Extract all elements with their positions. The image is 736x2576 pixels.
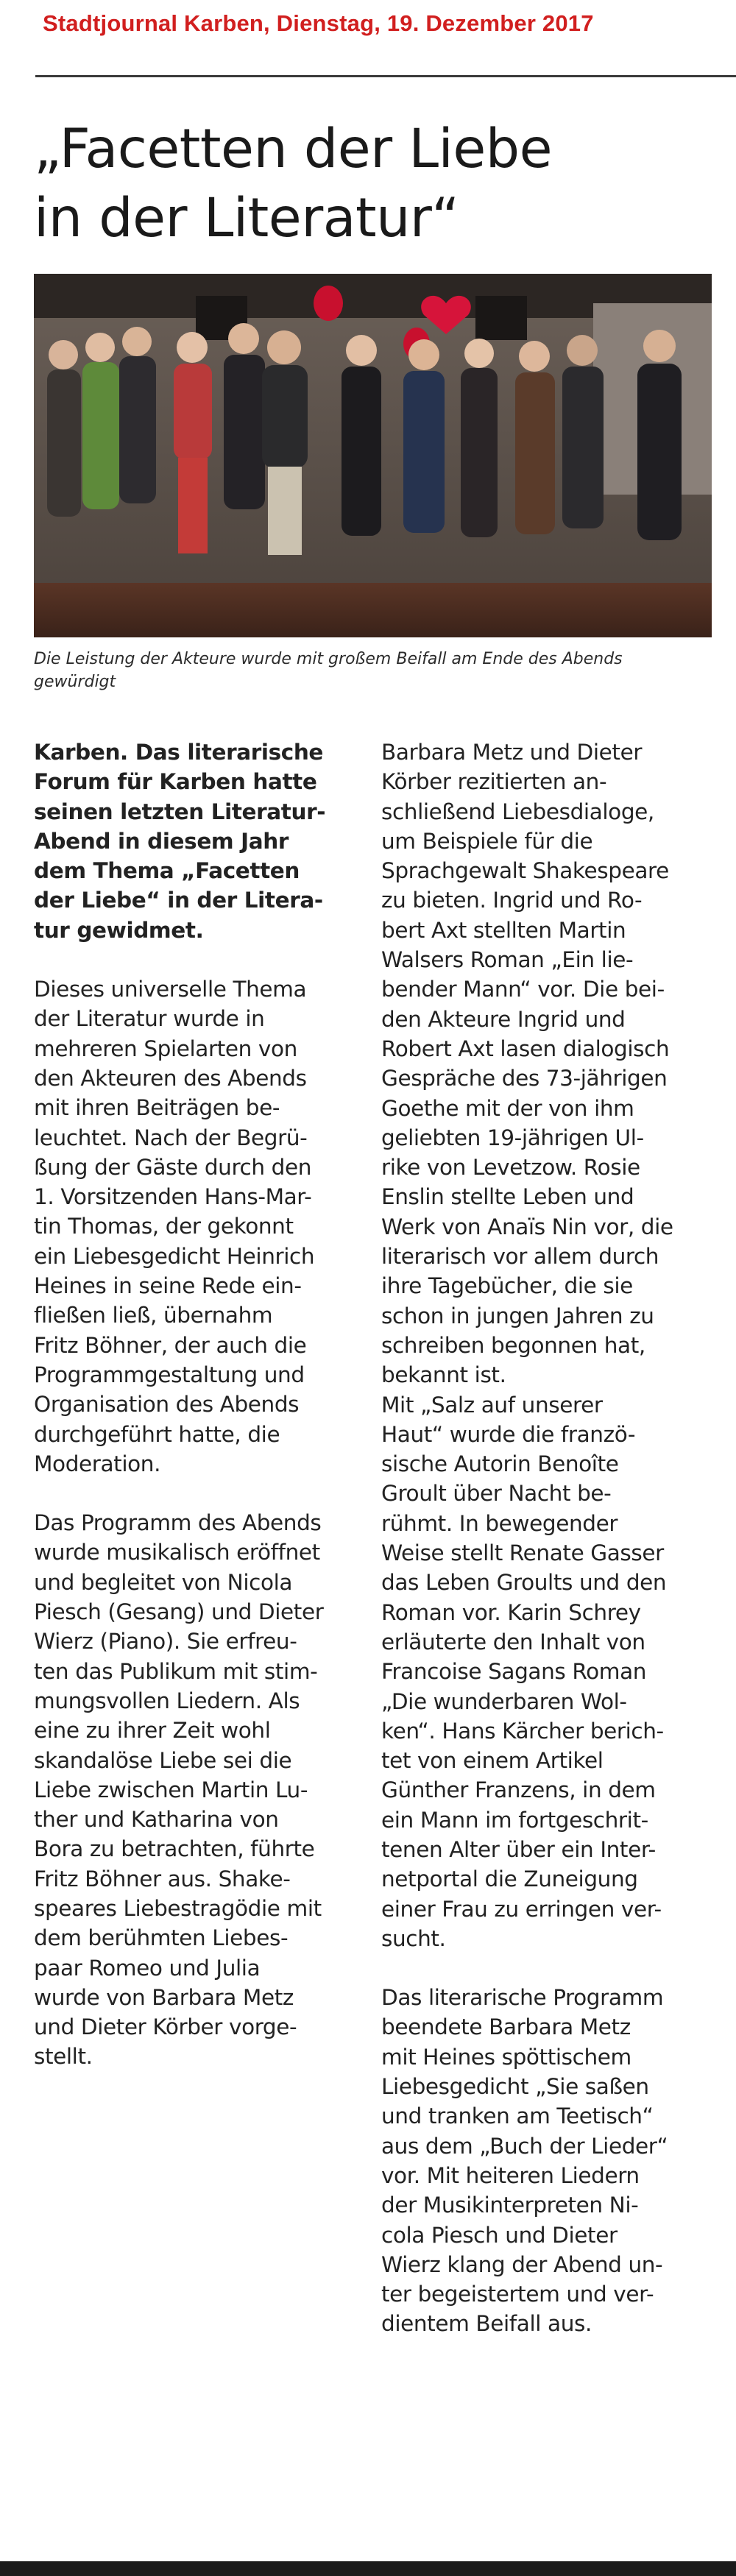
lede-line: Karben. Das literarische <box>34 740 324 765</box>
body-line: Moderation. <box>34 1451 161 1476</box>
body-line: stellt. <box>34 2044 93 2070</box>
body-line: einer Frau zu erringen ver- <box>381 1896 662 1922</box>
body-line: Gespräche des 73-jährigen <box>381 1066 668 1091</box>
body-line: sische Autorin Benoîte <box>381 1451 619 1477</box>
body-line: Francoise Sagans Roman <box>381 1659 647 1685</box>
body-line: Heines in seine Rede ein- <box>34 1273 302 1299</box>
body-line: sucht. <box>381 1925 446 1951</box>
body-line: Fritz Böhner aus. Shake- <box>34 1866 291 1892</box>
body-line: Organisation des Abends <box>34 1392 300 1418</box>
body-line: bekannt ist. <box>381 1362 506 1388</box>
body-line: dem berühmten Liebes- <box>34 1925 289 1951</box>
body-line: Haut“ wurde die franzö- <box>381 1421 636 1447</box>
body-line: tet von einem Artikel <box>381 1748 604 1774</box>
body-line: Fritz Böhner, der auch die <box>34 1332 307 1358</box>
body-line: vor. Mit heiteren Liedern <box>381 2162 640 2188</box>
body-line: Weise stellt Renate Gasser <box>381 1540 664 1566</box>
page-bottom-edge <box>0 2561 736 2576</box>
body-line: fließen ließ, übernahm <box>34 1303 273 1328</box>
body-line: Bora zu betrachten, führte <box>34 1836 315 1862</box>
body-line: Günther Franzens, in dem <box>381 1777 656 1803</box>
body-line: um Beispiele für die <box>381 828 593 854</box>
body-line: ther und Katharina von <box>34 1807 279 1833</box>
body-line: ten das Publikum mit stim- <box>34 1658 318 1684</box>
body-line: Liebe zwischen Martin Lu- <box>34 1777 308 1802</box>
body-line: Das Programm des Abends <box>34 1510 322 1536</box>
balloon-icon <box>314 286 343 321</box>
body-line: eine zu ihrer Zeit wohl <box>34 1718 271 1744</box>
body-line: wurde von Barbara Metz <box>34 1984 294 2010</box>
body-line: Dieses universelle Thema <box>34 977 307 1002</box>
body-paragraph <box>381 737 705 1953</box>
body-paragraph <box>381 1983 705 2339</box>
body-line: und begleitet von Nicola <box>34 1569 293 1595</box>
body-line: Sprachgewalt Shakespeare <box>381 858 669 884</box>
photo-caption: Die Leistung der Akteure wurde mit großem Beifall am Ende des Abends gewürdigt <box>34 650 623 691</box>
body-line: bert Axt stellten Martin <box>381 917 626 943</box>
header-rule <box>35 75 736 77</box>
body-line: cola Piesch und Dieter <box>381 2222 618 2248</box>
body-line: leuchtet. Nach der Begrü- <box>34 1125 308 1150</box>
headline-line-1: „Facetten der Liebe <box>34 118 552 180</box>
lede-line: Forum für Karben hatte <box>34 769 317 795</box>
body-line: rike von Levetzow. Rosie <box>381 1155 640 1181</box>
body-line: Das literarische Programm <box>381 1985 664 2011</box>
body-line: bender Mann“ vor. Die bei- <box>381 977 665 1002</box>
body-line: rühmt. In bewegender <box>381 1510 618 1536</box>
body-line: Mit „Salz auf unserer <box>381 1392 603 1418</box>
body-line: Wierz (Piano). Sie erfreu- <box>34 1629 297 1655</box>
body-line: Programmgestaltung und <box>34 1362 305 1387</box>
lede-line: tur gewidmet. <box>34 917 204 943</box>
body-line: ein Liebesgedicht Heinrich <box>34 1243 315 1269</box>
body-line: der Musikinterpreten Ni- <box>381 2193 639 2218</box>
article-photo <box>34 274 712 637</box>
body-line: und tranken am Teetisch“ <box>381 2103 654 2129</box>
body-line: skandalöse Liebe sei die <box>34 1747 292 1773</box>
body-line: ter begeistertem und ver- <box>381 2282 654 2307</box>
body-paragraph <box>34 1508 358 2072</box>
lede-line: seinen letzten Literatur- <box>34 799 326 824</box>
body-line: speares Liebestragödie mit <box>34 1895 322 1921</box>
body-line: Piesch (Gesang) und Dieter <box>34 1599 324 1625</box>
body-line: mungsvollen Liedern. Als <box>34 1688 300 1713</box>
body-line: literarisch vor allem durch <box>381 1244 659 1270</box>
lede-line: Abend in diesem Jahr <box>34 828 289 854</box>
body-line: das Leben Groults und den <box>381 1570 667 1596</box>
article-column-right <box>381 737 705 2339</box>
body-line: tin Thomas, der gekonnt <box>34 1214 294 1239</box>
body-line: schreiben begonnen hat, <box>381 1332 645 1358</box>
body-line: mit Heines spöttischem <box>381 2044 631 2070</box>
article-column-left <box>34 737 358 2072</box>
body-line: Körber rezitierten an- <box>381 769 607 795</box>
lede-line: dem Thema „Facetten <box>34 858 300 884</box>
body-line: ihre Tagebücher, die sie <box>381 1273 633 1299</box>
body-line: Walsers Roman „Ein lie- <box>381 947 634 973</box>
body-line: durchgeführt hatte, die <box>34 1421 280 1447</box>
body-line: Werk von Anaïs Nin vor, die <box>381 1214 673 1239</box>
body-paragraph <box>34 974 358 1479</box>
body-line: mehreren Spielarten von <box>34 1036 297 1061</box>
body-line: paar Romeo und Julia <box>34 1955 261 1981</box>
group-photo-illustration <box>34 274 712 637</box>
body-line: beendete Barbara Metz <box>381 2014 631 2040</box>
masthead: Stadtjournal Karben, Dienstag, 19. Dezember 2017 <box>43 10 594 36</box>
body-line: den Akteuren des Abends <box>34 1065 307 1091</box>
body-line: schließend Liebesdialoge, <box>381 799 654 824</box>
body-line: aus dem „Buch der Lieder“ <box>381 2133 668 2159</box>
body-line: ken“. Hans Kärcher berich- <box>381 1718 664 1744</box>
body-line: mit ihren Beiträgen be- <box>34 1095 280 1121</box>
body-line: schon in jungen Jahren zu <box>381 1303 654 1328</box>
body-line: Liebesgedicht „Sie saßen <box>381 2074 649 2100</box>
lede-paragraph <box>34 737 358 945</box>
body-line: ein Mann im fortgeschrit- <box>381 1807 648 1833</box>
body-line: Robert Axt lasen dialogisch <box>381 1036 670 1061</box>
body-line: „Die wunderbaren Wol- <box>381 1688 627 1714</box>
body-line: 1. Vorsitzenden Hans-Mar- <box>34 1184 312 1210</box>
headline-line-2: in der Literatur“ <box>34 187 459 250</box>
body-line: netportal die Zuneigung <box>381 1866 638 1892</box>
body-line: und Dieter Körber vorge- <box>34 2014 297 2040</box>
body-line: dientem Beifall aus. <box>381 2311 592 2337</box>
body-line: wurde musikalisch eröffnet <box>34 1540 320 1565</box>
body-line: geliebten 19-jährigen Ul- <box>381 1125 644 1150</box>
body-line: Roman vor. Karin Schrey <box>381 1599 641 1625</box>
body-line: den Akteure Ingrid und <box>381 1006 626 1032</box>
body-line: tenen Alter über ein Inter- <box>381 1836 656 1862</box>
body-line: ßung der Gäste durch den <box>34 1154 312 1180</box>
body-line: Wierz klang der Abend un- <box>381 2251 663 2277</box>
body-line: Enslin stellte Leben und <box>381 1184 634 1210</box>
body-line: erläuterte den Inhalt von <box>381 1629 645 1655</box>
body-line: zu bieten. Ingrid und Ro- <box>381 888 643 913</box>
lede-line: der Liebe“ in der Litera- <box>34 888 323 913</box>
body-line: Barbara Metz und Dieter <box>381 740 643 765</box>
body-line: Goethe mit der von ihm <box>381 1095 634 1121</box>
body-line: der Literatur wurde in <box>34 1006 265 1032</box>
headline <box>34 115 711 253</box>
body-line: Groult über Nacht be- <box>381 1481 612 1507</box>
